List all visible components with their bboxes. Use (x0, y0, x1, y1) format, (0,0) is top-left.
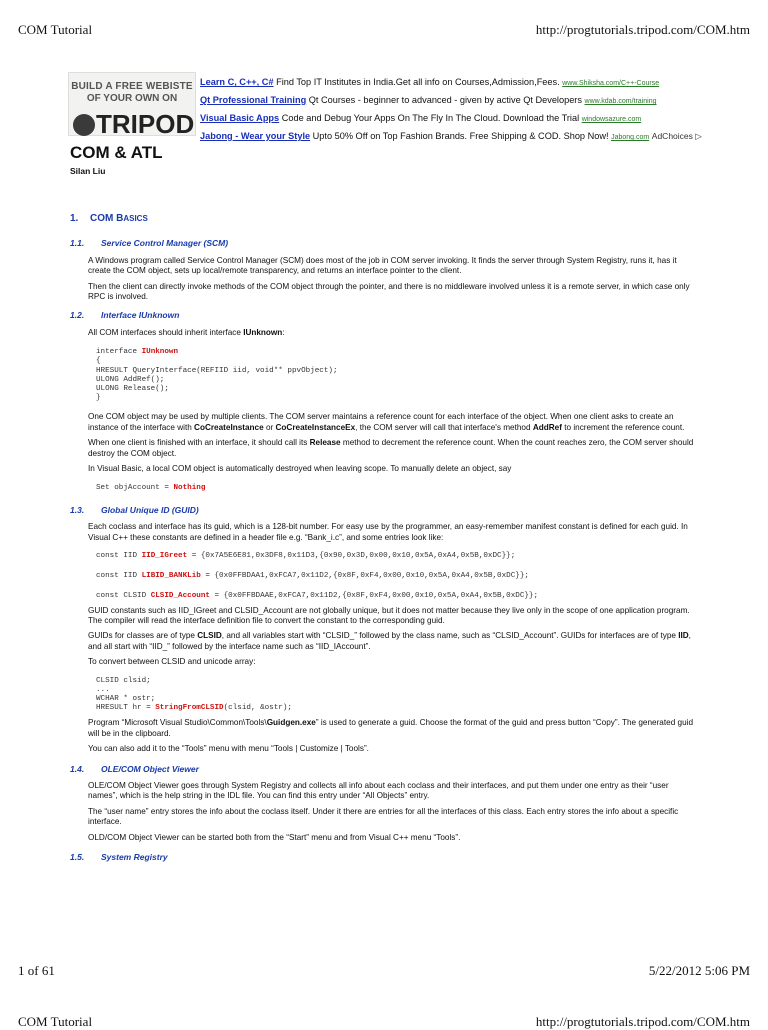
ad-link[interactable]: Jabong - Wear your Style (200, 131, 311, 141)
ad-row (200, 92, 740, 110)
code-line: const IID IID_IGreet = {0x7A5E6E81,0x3DF8,0x11D3,{0x90,0x3D,0x00,0x10,0x5A,0xA4,0x5B,0xDC}}; (96, 551, 516, 560)
code-line: const IID LIBID_BANKLib = {0x0FFBDAA1,0xFCA7,0x11D2,{0x8F,0xF4,0x00,0x10,0x5A,0xA4,0x5B,0xDC}}; (96, 572, 529, 581)
ad-domain[interactable]: Jabong.com (611, 134, 650, 141)
ad-link[interactable]: Learn C, C++, C# (200, 77, 274, 87)
paragraph: GUIDs for classes are of type CLSID, and all variables start with “CLSID_” followed by the class name, such as “CLSID_Account”. GUIDs for interfaces are of type IID, and all start with “IID_” followed by the interface name such as “IID_IAccount”. (88, 631, 691, 651)
banner-line-1: BUILD A FREE WEBISTE (71, 81, 193, 92)
paragraph: A Windows program called Service Control Manager (SCM) does most of the job in COM server invoking. It finds the server through System Registry, runs it, has it create the COM object, sets up local/remote transparency, and returns an interface pointer to the client. (88, 255, 677, 276)
page-number: 1 of 61 (18, 963, 55, 978)
ad-row (200, 128, 740, 146)
paragraph: GUID constants such as IID_IGreet and CLSID_Account are not globally unique, but it does not matter because they live only in the scope of one application program. The compiler will read the interface definition file to convert the constant to the corresponding guid. (88, 605, 690, 625)
paragraph: When one client is finished with an interface, it should call its Release method to decrement the reference count. When the count reaches zero, the COM server should destroy the COM object. (88, 438, 694, 458)
ad-link[interactable]: Qt Professional Training (200, 95, 307, 105)
paragraph: Then the client can directly invoke methods of the COM object through the pointer, and there is no middleware involved unless it is a remote server, in which case only RPC is involved. (88, 281, 690, 302)
paragraph: OLE/COM Object Viewer goes through System Registry and collects all info about each coclass and their interfaces, and put them under one entry as their “user names”, which is the help string in the IDL file. You can find this entry under “All Objects” entry. (88, 781, 669, 801)
ad-domain[interactable]: www.kdab.com/training (584, 98, 657, 105)
doc-title: COM & ATL (70, 143, 163, 162)
doc-author: Silan Liu (70, 166, 106, 176)
paragraph: Each coclass and interface has its guid, which is a 128-bit number. For easy use by the programmer, an easy-remember manifest constant is defined for each guid. In Visual C++ these constants are defined in a header file e.g. “Bank_i.c”, and some entries look like: (88, 522, 688, 542)
banner-line-2: OF YOUR OWN ON (86, 93, 178, 104)
paragraph: One COM object may be used by multiple clients. The COM server maintains a reference count for each interface of the object. When one client asks to create an instance of the interface with CoCreateInstance or CoCreateInstanceEx, the COM server will call that interface's method AddRef to increment the reference count. (88, 412, 685, 432)
ad-domain[interactable]: windowsazure.com (581, 116, 642, 123)
ad-domain[interactable]: www.Shiksha.com/C++-Course (562, 80, 660, 87)
subsection-heading: 1.3. Global Unique ID (GUID) (70, 504, 199, 515)
print-date: 5/22/2012 5:06 PM (648, 963, 750, 978)
subsection-heading: 1.4. OLE/COM Object Viewer (70, 763, 199, 774)
ad-row (200, 110, 740, 128)
code-block: interface IUnknown { HRESULT QueryInterface(REFIID iid, void** ppvObject); ULONG AddRef(); ULONG Release(); } (96, 348, 338, 403)
ad-text: Find Top IT Institutes in India.Get all info on Courses,Admission,Fees. (273, 77, 563, 87)
ad-list (200, 74, 740, 146)
ad-link[interactable]: Visual Basic Apps (200, 113, 280, 123)
header-title: COM Tutorial (18, 22, 93, 37)
subsection-heading: 1.5. System Registry (70, 852, 168, 863)
tripod-logo: TRIPOD (73, 109, 194, 140)
paragraph: The “user name” entry stores the info about the coclass itself. Under it there are entries for all the interfaces of this class. Each entry stores the info about a specific interface. (88, 806, 679, 827)
tripod-banner[interactable] (68, 72, 196, 139)
tripod-logo-icon (73, 114, 95, 136)
header-url: http://progtutorials.tripod.com/COM.htm (535, 22, 750, 37)
code-line: const CLSID CLSID_Account = {0x0FFBDAAE,0xFCA7,0x11D2,{0x8F,0xF4,0x00,0x10,0x5A,0xA4,0x5B,0xDC}}; (96, 592, 539, 601)
subsection-heading: 1.1. Service Control Manager (SCM) (70, 238, 229, 249)
ad-text: Qt Courses - beginner to advanced - given by active Qt Developers (306, 95, 585, 105)
ad-text: Upto 50% Off on Top Fashion Brands. Free Shipping & COD. Shop Now! (310, 131, 612, 141)
ad-row (200, 74, 740, 92)
section-heading: 1. COM BASICS (70, 213, 148, 224)
paragraph: OLD/COM Object Viewer can be started both from the “Start” menu and from Visual C++ menu “Tools”. (88, 832, 461, 842)
page-footer (18, 963, 750, 979)
header-url: http://progtutorials.tripod.com/COM.htm (535, 1014, 750, 1029)
doc-body (70, 214, 694, 869)
code-block: CLSID clsid; ... WCHAR * ostr; HRESULT hr = StringFromCLSID(clsid, &ostr); (96, 676, 292, 713)
code-block: Set objAccount = Nothing (96, 483, 206, 492)
page-header (18, 22, 750, 38)
paragraph: All COM interfaces should inherit interface IUnknown: (88, 327, 285, 337)
header-title: COM Tutorial (18, 1014, 93, 1029)
ad-text: Code and Debug Your Apps On The Fly In The Cloud. Download the Trial (279, 113, 582, 123)
paragraph: Program “Microsoft Visual Studio\Common\Tools\Guidgen.exe” is used to generate a guid. Choose the format of the guid and press button “Copy”. The generated guid will be in the clipboard. (88, 718, 693, 738)
paragraph: To convert between CLSID and unicode array: (88, 657, 256, 667)
paragraph: You can also add it to the “Tools” menu with menu “Tools | Customize | Tools”. (88, 744, 369, 754)
subsection-heading: 1.2. Interface IUnknown (70, 310, 180, 321)
paragraph: In Visual Basic, a local COM object is automatically destroyed when leaving scope. To manually delete an object, say (88, 464, 512, 474)
adchoices-link[interactable]: AdChoices ▷ (651, 131, 702, 141)
